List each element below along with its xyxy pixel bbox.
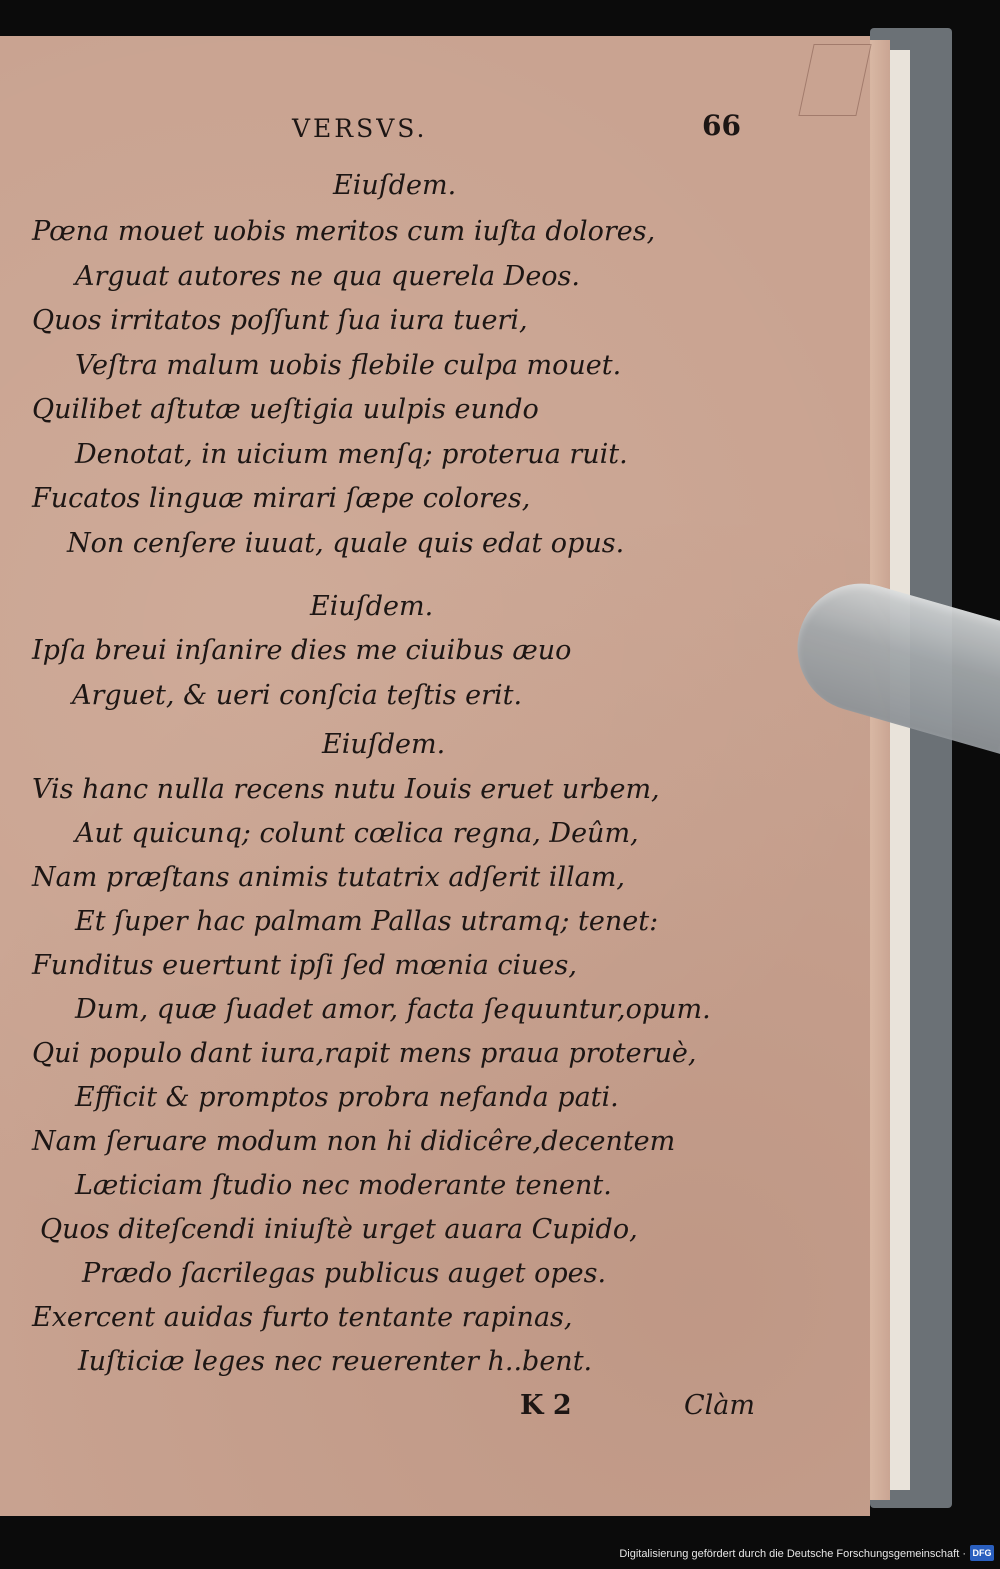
verse-line: Funditus euertunt ipſi ſed mœnia ciues, [32, 950, 577, 981]
verse-line: Quos diteſcendi iniuſtè urget auara Cupido, [40, 1214, 638, 1245]
verse-line: Arguat autores ne qua querela Deos. [75, 261, 580, 292]
dfg-logo: DFG [970, 1545, 994, 1561]
verse-line: Prædo ſacrilegas publicus auget opes. [82, 1258, 607, 1289]
verse-line: Exercent auidas furto tentante rapinas, [32, 1302, 573, 1333]
verse-line: Qui populo dant iura,rapit mens praua proteruè, [32, 1038, 697, 1069]
running-title: VERSVS. [292, 114, 428, 143]
verse-line: Dum, quæ ſuadet amor, facta ſequuntur,opum. [75, 994, 711, 1025]
verse-line: Non cenſere iuuat, quale quis edat opus. [67, 528, 625, 559]
verse-line: Læticiam ſtudio nec moderante tenent. [75, 1170, 612, 1201]
verse-line: Veſtra malum uobis flebile culpa mouet. [75, 350, 622, 381]
verse-line: Nam præſtans animis tutatrix adſerit illam, [32, 862, 625, 893]
verse-line: Efficit & promptos probra nefanda pati. [75, 1082, 619, 1113]
verse-line: Pœna mouet uobis meritos cum iuſta dolores, [32, 216, 656, 247]
verse-line: Et ſuper hac palmam Pallas utramq; tenet: [75, 906, 659, 937]
signature-mark: K 2 [520, 1390, 572, 1421]
scan-credit: Digitalisierung gefördert durch die Deutsche Forschungsgemeinschaft · [619, 1548, 966, 1560]
catchword: Clàm [684, 1390, 755, 1421]
verse-line: Vis hanc nulla recens nutu Iouis eruet urbem, [32, 774, 660, 805]
folio-number: 66 [702, 109, 741, 142]
section-heading: Eiuſdem. [333, 170, 457, 201]
verse-line: Ipſa breui inſanire dies me ciuibus æuo [32, 635, 572, 666]
section-heading: Eiuſdem. [310, 591, 434, 622]
page-edge-strip [888, 50, 910, 1490]
verse-line: Aut quicunq; colunt cœlica regna, Deûm, [75, 818, 639, 849]
verse-line: Arguet, & ueri conſcia teſtis erit. [72, 680, 523, 711]
verse-line: Quos irritatos poſſunt ſua iura tueri, [32, 305, 528, 336]
verse-line: Iuſticiæ leges nec reuerenter h..bent. [78, 1346, 593, 1377]
section-heading: Eiuſdem. [322, 729, 446, 760]
verse-line: Nam ſeruare modum non hi didicêre,decentem [32, 1126, 676, 1157]
verse-line: Fucatos linguæ mirari ſæpe colores, [32, 483, 531, 514]
verse-line: Quilibet aſtutæ ueſtigia uulpis eundo [32, 394, 539, 425]
verse-line: Denotat, in uicium menſq; proterua ruit. [75, 439, 628, 470]
